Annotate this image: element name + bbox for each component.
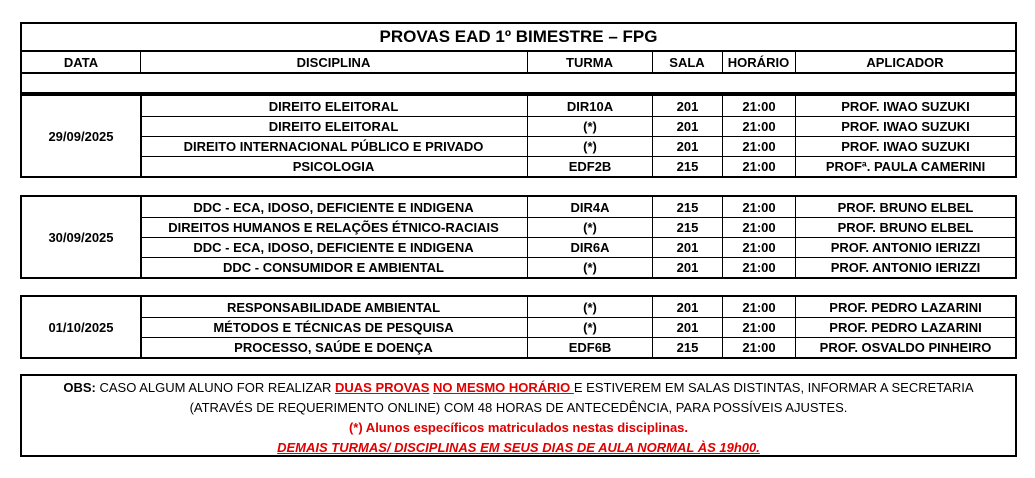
cell-aplicador: PROF. IWAO SUZUKI: [795, 96, 1015, 116]
cell-disciplina: PROCESSO, SAÚDE E DOENÇA: [234, 340, 433, 355]
header-sala: SALA: [669, 54, 705, 70]
obs-line-2: (ATRAVÉS DE REQUERIMENTO ONLINE) COM 48 HORAS DE ANTECEDÊNCIA, PARA POSSÍVEIS AJUSTES.: [189, 400, 848, 415]
date-group: [20, 94, 1017, 178]
table-row: [142, 317, 1015, 337]
cell-sala: 201: [652, 297, 722, 317]
cell-turma: (*): [527, 258, 652, 277]
obs-label: OBS:: [63, 380, 96, 395]
title-box: [20, 22, 1017, 52]
header-row: [20, 52, 1017, 74]
header-aplicador: APLICADOR: [866, 54, 944, 70]
date-group: [20, 195, 1017, 279]
cell-horario: 21:00: [722, 297, 795, 317]
spacer-row: [20, 74, 1017, 94]
cell-sala: 201: [652, 117, 722, 136]
cell-horario: 21:00: [722, 258, 795, 277]
cell-horario: 21:00: [722, 117, 795, 136]
cell-aplicador: PROF. PEDRO LAZARINI: [795, 297, 1015, 317]
cell-horario: 21:00: [722, 218, 795, 237]
table-row: [142, 136, 1015, 156]
cell-horario: 21:00: [722, 338, 795, 357]
obs-line-1: [22, 378, 1015, 398]
cell-turma: EDF6B: [527, 338, 652, 357]
obs-highlight-mesmo-horario: NO MESMO HORÁRIO: [433, 380, 574, 395]
cell-turma: (*): [527, 297, 652, 317]
cell-disciplina: DDC - ECA, IDOSO, DEFICIENTE E INDIGENA: [193, 199, 474, 215]
cell-sala: 201: [652, 96, 722, 116]
cell-aplicador: PROFª. PAULA CAMERINI: [795, 157, 1015, 176]
cell-disciplina: DDC - ECA, IDOSO, DEFICIENTE E INDIGENA: [193, 240, 474, 255]
cell-disciplina: DIREITOS HUMANOS E RELAÇÕES ÉTNICO-RACIAIS: [168, 220, 499, 235]
table-row: [142, 96, 1015, 116]
obs-highlight-duas-provas: DUAS PROVAS: [335, 380, 430, 395]
cell-horario: 21:00: [722, 318, 795, 337]
cell-sala: 215: [652, 157, 722, 176]
cell-horario: 21:00: [722, 137, 795, 156]
cell-turma: EDF2B: [527, 157, 652, 176]
cell-aplicador: PROF. IWAO SUZUKI: [795, 137, 1015, 156]
cell-sala: 201: [652, 318, 722, 337]
header-data: DATA: [63, 54, 99, 70]
cell-turma: DIR10A: [527, 96, 652, 116]
date-group: [20, 295, 1017, 359]
obs-text-1: CASO ALGUM ALUNO FOR REALIZAR: [95, 380, 336, 395]
cell-turma: (*): [527, 117, 652, 136]
obs-line-4: DEMAIS TURMAS/ DISCIPLINAS EM SEUS DIAS DE AULA NORMAL ÀS 19h00.: [277, 440, 760, 455]
cell-aplicador: PROF. BRUNO ELBEL: [795, 197, 1015, 217]
table-row: [142, 217, 1015, 237]
header-horario: HORÁRIO: [727, 54, 790, 70]
cell-horario: 21:00: [722, 238, 795, 257]
cell-aplicador: PROF. BRUNO ELBEL: [795, 218, 1015, 237]
date-cell: 29/09/2025: [48, 128, 114, 144]
cell-sala: 215: [652, 338, 722, 357]
cell-aplicador: PROF. PEDRO LAZARINI: [795, 318, 1015, 337]
obs-box: [20, 374, 1017, 457]
table-row: [142, 156, 1015, 176]
cell-turma: (*): [527, 218, 652, 237]
table-row: [142, 297, 1015, 317]
cell-horario: 21:00: [722, 197, 795, 217]
cell-horario: 21:00: [722, 96, 795, 116]
cell-sala: 215: [652, 218, 722, 237]
table-row: [142, 257, 1015, 277]
obs-text-2: E ESTIVEREM EM SALAS DISTINTAS, INFORMAR A SECRETARIA: [573, 380, 974, 395]
page-title: PROVAS EAD 1º BIMESTRE – FPG: [379, 27, 658, 46]
cell-turma: (*): [527, 318, 652, 337]
cell-aplicador: PROF. OSVALDO PINHEIRO: [795, 338, 1015, 357]
header-turma: TURMA: [566, 54, 613, 70]
cell-sala: 201: [652, 238, 722, 257]
date-cell: 01/10/2025: [48, 319, 114, 335]
cell-turma: DIR4A: [527, 197, 652, 217]
cell-aplicador: PROF. ANTONIO IERIZZI: [795, 258, 1015, 277]
cell-aplicador: PROF. IWAO SUZUKI: [795, 117, 1015, 136]
cell-disciplina: RESPONSABILIDADE AMBIENTAL: [226, 299, 441, 315]
header-disciplina: DISCIPLINA: [296, 54, 371, 70]
table-row: [142, 116, 1015, 136]
cell-disciplina: DIREITO INTERNACIONAL PÚBLICO E PRIVADO: [183, 139, 484, 154]
cell-disciplina: DIREITO ELEITORAL: [268, 119, 399, 134]
cell-turma: (*): [527, 137, 652, 156]
cell-disciplina: DIREITO ELEITORAL: [268, 98, 399, 114]
cell-aplicador: PROF. ANTONIO IERIZZI: [795, 238, 1015, 257]
table-row: [142, 337, 1015, 357]
cell-disciplina: MÉTODOS E TÉCNICAS DE PESQUISA: [213, 320, 454, 335]
table-row: [142, 237, 1015, 257]
cell-sala: 201: [652, 258, 722, 277]
table-row: [142, 197, 1015, 217]
cell-sala: 201: [652, 137, 722, 156]
cell-turma: DIR6A: [527, 238, 652, 257]
date-cell: 30/09/2025: [48, 229, 114, 245]
obs-line-3: (*) Alunos específicos matriculados nestas disciplinas.: [348, 420, 689, 435]
cell-disciplina: DDC - CONSUMIDOR E AMBIENTAL: [223, 260, 444, 275]
cell-horario: 21:00: [722, 157, 795, 176]
cell-sala: 215: [652, 197, 722, 217]
cell-disciplina: PSICOLOGIA: [292, 159, 375, 174]
